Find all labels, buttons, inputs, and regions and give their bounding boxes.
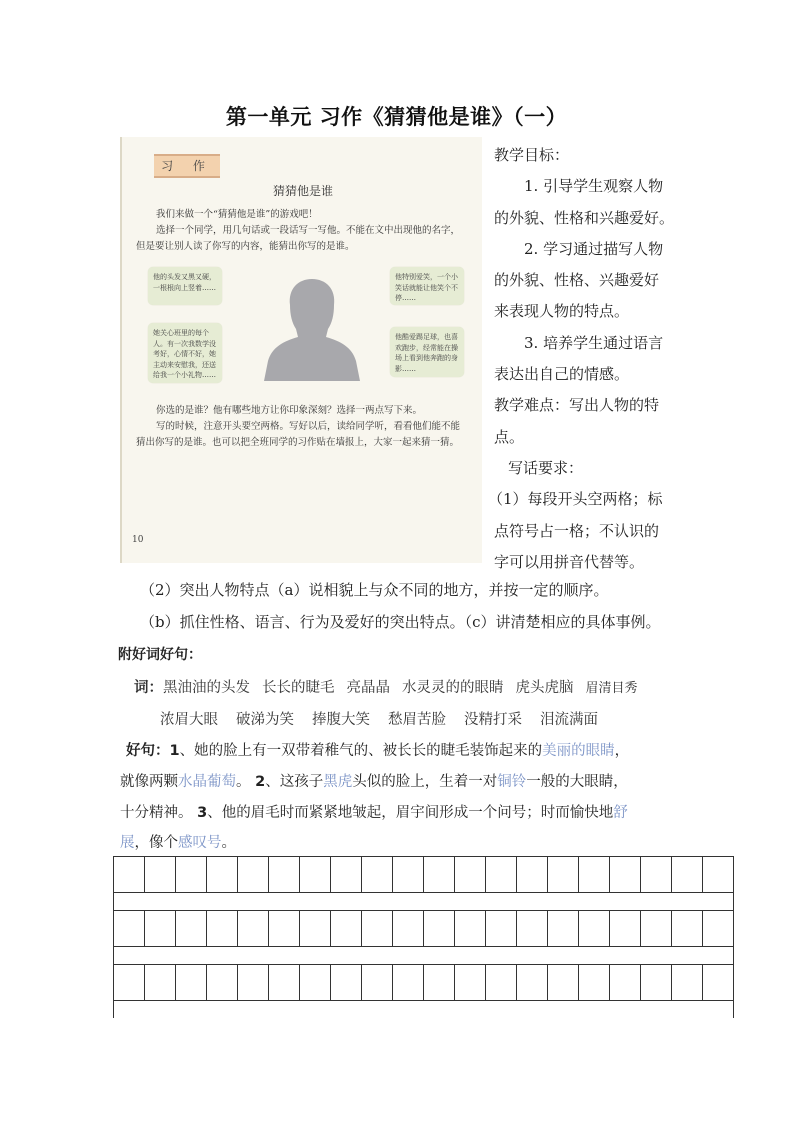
textbook-para-1: 你选的是谁？他有哪些地方让你印象深刻？选择一两点写下来。 xyxy=(156,405,423,416)
textbook-image xyxy=(120,137,482,563)
word: 黑油油的头发 xyxy=(163,680,250,696)
sentence-text: ，像个 xyxy=(134,835,178,851)
grid-cell[interactable] xyxy=(331,965,362,1001)
sentence-text: 。 xyxy=(236,774,256,790)
sentence-number: 3 xyxy=(197,805,208,821)
grid-cell[interactable] xyxy=(238,965,269,1001)
objective-line: 来表现人物的特点。 xyxy=(494,302,630,321)
grid-cell[interactable] xyxy=(176,857,207,893)
good-words-row-2 xyxy=(160,708,610,729)
grid-cell[interactable] xyxy=(424,965,455,1001)
objective-line: 2. 学习通过描写人物 xyxy=(524,239,664,258)
speech-bubble: 他的头发又黑又硬，一根根向上竖着…… xyxy=(148,267,222,305)
grid-cell[interactable] xyxy=(455,857,486,893)
highlight-phrase: 黑虎 xyxy=(323,774,353,790)
word: 破涕为笑 xyxy=(236,712,294,728)
grid-cell[interactable] xyxy=(610,911,641,947)
grid-cell[interactable] xyxy=(114,911,145,947)
good-sentence-line-4 xyxy=(120,831,236,852)
grid-cell[interactable] xyxy=(207,857,238,893)
grid-cell[interactable] xyxy=(269,965,300,1001)
requirements-heading: 写话要求： xyxy=(508,458,584,477)
requirement-2: （2）突出人物特点（a）说相貌上与众不同的地方，并按一定的顺序。 xyxy=(140,581,609,599)
grid-cell[interactable] xyxy=(300,857,331,893)
person-silhouette-icon xyxy=(262,275,362,381)
objectives-heading: 教学目标： xyxy=(494,146,570,164)
objective-line: 1. 引导学生观察人物 xyxy=(524,177,664,196)
grid-cell[interactable] xyxy=(424,911,455,947)
sentence-text: ， xyxy=(614,743,630,759)
highlight-phrase: 铜铃 xyxy=(497,774,527,790)
sentence-text: 、这孩子 xyxy=(265,774,324,790)
grid-cell[interactable] xyxy=(641,857,672,893)
grid-cell[interactable] xyxy=(238,911,269,947)
textbook-para xyxy=(136,403,466,451)
word: 亮晶晶 xyxy=(346,680,390,696)
grid-cell[interactable] xyxy=(362,857,393,893)
grid-cell[interactable] xyxy=(579,857,610,893)
grid-cell[interactable] xyxy=(269,857,300,893)
sentence-number: 1 xyxy=(169,743,180,759)
requirement-3: （b）抓住性格、语言、行为及爱好的突出特点。（c）讲清楚相应的具体事例。 xyxy=(140,613,661,631)
grid-cell[interactable] xyxy=(641,911,672,947)
grid-cell[interactable] xyxy=(176,965,207,1001)
grid-cell[interactable] xyxy=(114,857,145,893)
grid-cell[interactable] xyxy=(610,965,641,1001)
grid-cell[interactable] xyxy=(393,911,424,947)
good-sentence-line-2 xyxy=(120,770,628,791)
page-title: 第一单元 习作《猜猜他是谁》（一） xyxy=(225,105,568,129)
good-sentence-line-3 xyxy=(120,801,628,822)
word: 虎头虎脑 xyxy=(515,680,574,696)
words-label: 词： xyxy=(134,680,163,696)
objective-line: 的外貌、性格和兴趣爱好。 xyxy=(494,208,675,227)
requirement-line: 点符号占一格；不认识的 xyxy=(494,521,660,540)
good-words-row-1 xyxy=(134,676,638,697)
grid-cell[interactable] xyxy=(517,857,548,893)
grid-cell[interactable] xyxy=(424,857,455,893)
grid-cell[interactable] xyxy=(145,911,176,947)
highlight-phrase: 感叹号 xyxy=(178,835,222,851)
word: 捧腹大笑 xyxy=(312,712,370,728)
grid-cell[interactable] xyxy=(579,911,610,947)
grid-cell[interactable] xyxy=(517,965,548,1001)
grid-cell[interactable] xyxy=(703,911,734,947)
sentence-text: 十分精神。 xyxy=(120,805,198,821)
sentence-text: 、他的眉毛时而紧紧地皱起，眉宇间形成一个问号；时而愉快地 xyxy=(207,805,614,821)
speech-bubble: 他特别爱笑，一个小笑话就能让他笑个不停…… xyxy=(390,267,464,305)
word: 愁眉苦脸 xyxy=(388,712,446,728)
grid-cell[interactable] xyxy=(672,857,703,893)
grid-cell[interactable] xyxy=(548,911,579,947)
grid-cell[interactable] xyxy=(486,965,517,1001)
grid-cell[interactable] xyxy=(362,965,393,1001)
grid-cell[interactable] xyxy=(331,857,362,893)
grid-cell[interactable] xyxy=(579,965,610,1001)
objectives-column xyxy=(488,140,679,578)
sentence-text: 、她的脸上有一双带着稚气的、被长长的睫毛装饰起来的 xyxy=(179,743,543,759)
sentence-text: 一般的大眼睛， xyxy=(526,774,628,790)
word: 没精打采 xyxy=(464,712,522,728)
grid-cell[interactable] xyxy=(672,965,703,1001)
grid-cell[interactable] xyxy=(486,911,517,947)
grid-cell[interactable] xyxy=(703,857,734,893)
grid-cell[interactable] xyxy=(300,965,331,1001)
grid-cell[interactable] xyxy=(393,857,424,893)
sentence-text: 。 xyxy=(221,835,236,851)
grid-cell[interactable] xyxy=(362,911,393,947)
grid-cell[interactable] xyxy=(455,911,486,947)
textbook-intro-1: 我们来做一个“猜猜他是谁”的游戏吧！ xyxy=(156,209,318,220)
grid-cell[interactable] xyxy=(238,857,269,893)
word: 泪流满面 xyxy=(540,712,598,728)
textbook-intro xyxy=(136,207,466,255)
grid-cell[interactable] xyxy=(455,965,486,1001)
grid-cell[interactable] xyxy=(672,911,703,947)
grid-cell[interactable] xyxy=(145,965,176,1001)
grid-cell[interactable] xyxy=(176,911,207,947)
grid-cell[interactable] xyxy=(641,965,672,1001)
grid-cell[interactable] xyxy=(393,965,424,1001)
highlight-phrase: 舒 xyxy=(613,805,628,821)
sentence-text: 就像两颗 xyxy=(120,774,178,790)
writing-grid[interactable] xyxy=(113,856,734,1018)
requirement-line: 字可以用拼音代替等。 xyxy=(494,552,645,571)
speech-bubble: 他酷爱踢足球，也喜欢跑步，经常能在操场上看到他奔跑的身影…… xyxy=(390,327,464,377)
sentence-number: 2 xyxy=(255,774,266,790)
speech-bubble: 她关心班里的每个人。有一次我数学没考好，心情不好，她主动来安慰我，还送给我一个小礼物…… xyxy=(148,323,222,383)
objective-line: 3. 培养学生通过语言 xyxy=(524,333,664,352)
textbook-para-2: 写的时候，注意开头要空两格。写好以后，读给同学听，看看他们能不能猜出你写的是谁。也可以把全班同学的习作贴在墙报上，大家一起来猜一猜。 xyxy=(136,421,461,448)
grid-cell[interactable] xyxy=(703,965,734,1001)
objective-line: 的外貌、性格、兴趣爱好 xyxy=(494,271,660,290)
grid-cell[interactable] xyxy=(548,965,579,1001)
grid-cell[interactable] xyxy=(517,911,548,947)
difficulty-line: 教学难点：写出人物的特 xyxy=(494,396,660,415)
grid-cell[interactable] xyxy=(114,965,145,1001)
highlight-phrase: 展 xyxy=(120,835,135,851)
word: 眉清目秀 xyxy=(585,681,638,696)
grid-cell[interactable] xyxy=(486,857,517,893)
word: 浓眉大眼 xyxy=(160,712,218,728)
grid-cell[interactable] xyxy=(331,911,362,947)
word: 水灵灵的的眼睛 xyxy=(402,680,504,696)
grid-cell[interactable] xyxy=(269,911,300,947)
textbook-page-number: 10 xyxy=(132,535,144,545)
grid-cell[interactable] xyxy=(300,911,331,947)
textbook-heading: 猜猜他是谁 xyxy=(272,184,333,198)
difficulty-line: 点。 xyxy=(494,427,525,446)
grid-cell[interactable] xyxy=(207,965,238,1001)
highlight-phrase: 水晶葡萄 xyxy=(178,774,236,790)
good-sentence-line-1 xyxy=(126,739,629,760)
requirement-line: （1）每段开头空两格；标 xyxy=(488,490,663,509)
grid-cell[interactable] xyxy=(548,857,579,893)
word: 长长的睫毛 xyxy=(262,680,335,696)
objective-line: 表达出自己的情感。 xyxy=(494,365,630,384)
textbook-intro-2: 选择一个同学，用几句话或一段话写一写他。不能在文中出现他的名字，但是要让别人读了你写的内容，能猜出你写的是谁。 xyxy=(136,225,461,252)
grid-cell[interactable] xyxy=(610,857,641,893)
sentences-label: 好句： xyxy=(126,743,170,759)
grid-cell[interactable] xyxy=(207,911,238,947)
textbook-tag: 习 作 xyxy=(154,154,220,178)
good-words-heading: 附好词好句： xyxy=(118,647,202,663)
grid-cell[interactable] xyxy=(145,857,176,893)
highlight-phrase: 美丽的眼睛 xyxy=(542,743,615,759)
sentence-text: 头似的脸上，生着一对 xyxy=(352,774,498,790)
